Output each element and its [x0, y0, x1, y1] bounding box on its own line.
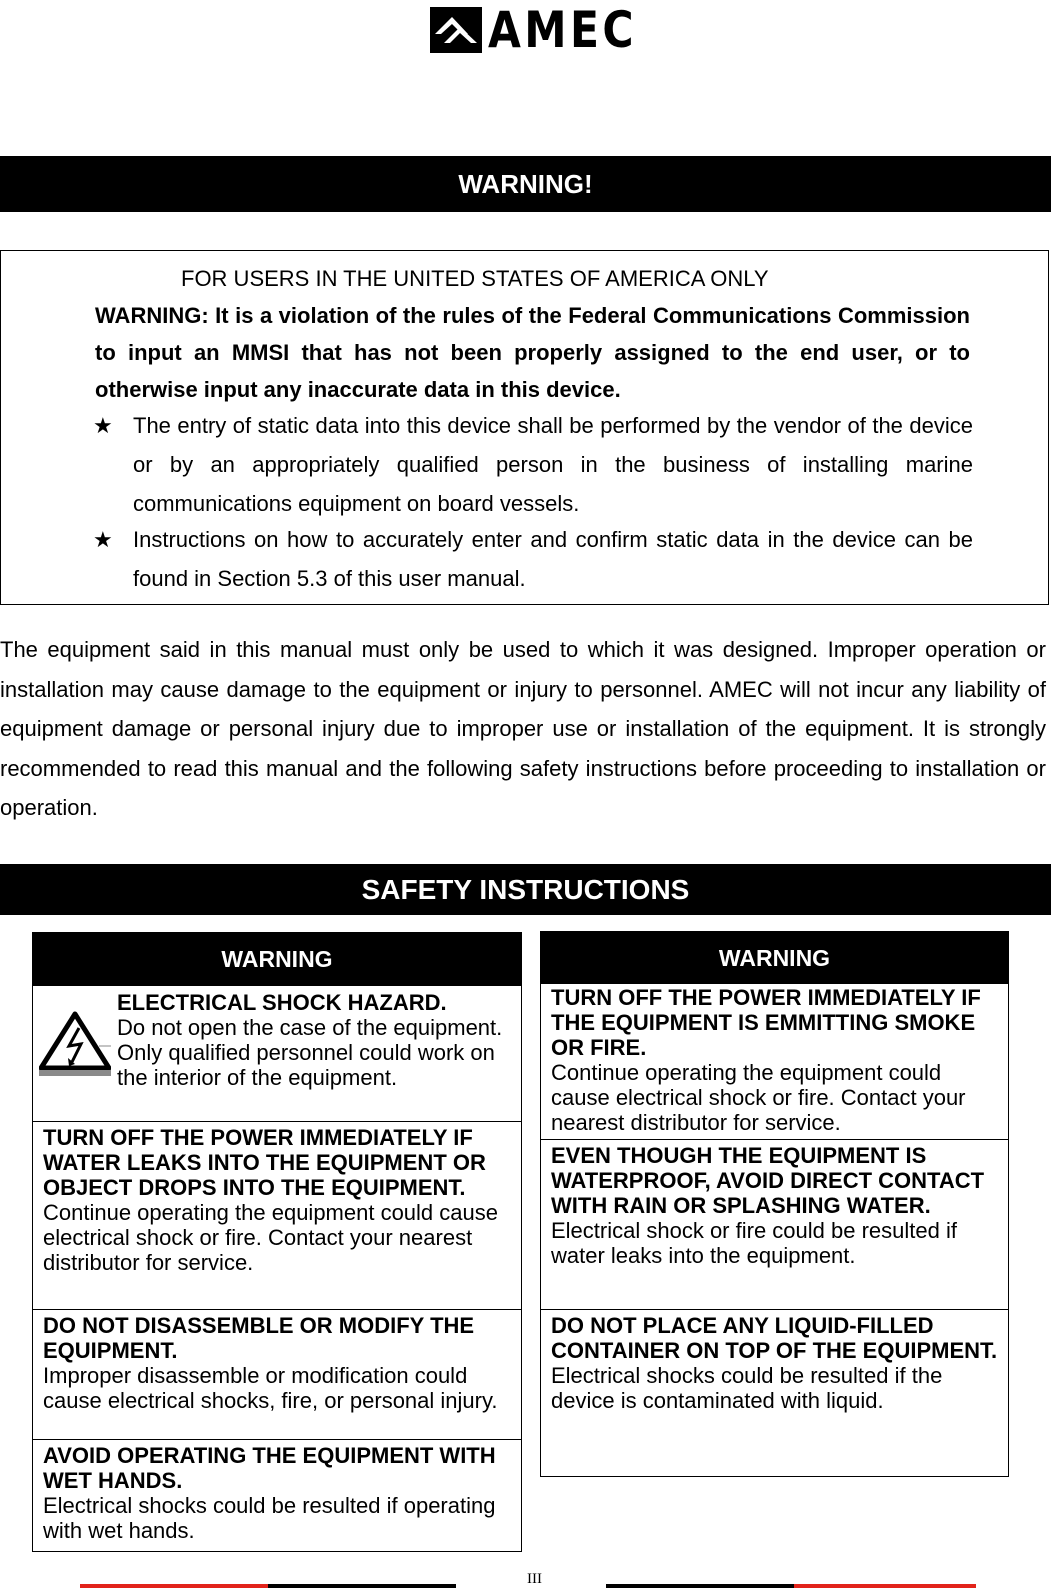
warning-item: [33, 985, 521, 1121]
footer-line-red-right: [794, 1584, 976, 1588]
electrical-hazard-icon: [39, 986, 117, 1121]
warning-item-text: Improper disassemble or modification could cause electrical shocks, fire, or personal injury.: [43, 1363, 498, 1413]
fcc-title: FOR USERS IN THE UNITED STATES OF AMERICA ONLY: [181, 266, 769, 291]
warning-item-text: Electrical shocks could be resulted if the device is contaminated with liquid.: [551, 1363, 943, 1413]
warning-item-text: Continue operating the equipment could cause electrical shock or fire. Contact your nearest distributor for service.: [43, 1200, 498, 1275]
footer-line-black-right: [606, 1584, 794, 1588]
right-warning-table: [540, 931, 1009, 1477]
amec-logo: [430, 1, 663, 59]
left-warning-table: [32, 932, 522, 1552]
warning-item-title: DO NOT DISASSEMBLE OR MODIFY THE EQUIPMENT.: [43, 1313, 475, 1363]
warning-item-text: Continue operating the equipment could cause electrical shock or fire. Contact your nearest distributor for service.: [551, 1060, 966, 1135]
warning-item-title: TURN OFF THE POWER IMMEDIATELY IF WATER LEAKS INTO THE EQUIPMENT OR OBJECT DROPS INTO THE EQUIPMENT.: [43, 1125, 486, 1200]
left-warning-header: WARNING: [33, 933, 521, 985]
fcc-bullet-text: The entry of static data into this device shall be performed by the vendor of the device or by an appropriately qualified person in the business of installing marine communications equipment on board vessels.: [133, 413, 973, 516]
warning-item: [541, 1309, 1008, 1413]
amec-logo-mark-icon: [430, 7, 482, 53]
fcc-warning-text: WARNING: It is a violation of the rules of the Federal Communications Commission to input an MMSI that has not been properly assigned to the end user, or to otherwise input any inaccurate data in this device.: [95, 303, 970, 402]
warning-item: [33, 1121, 521, 1309]
warning-item-title: DO NOT PLACE ANY LIQUID-FILLED CONTAINER ON TOP OF THE EQUIPMENT.: [551, 1313, 998, 1363]
footer-line-red-left: [80, 1584, 268, 1588]
warning-item: [33, 1309, 521, 1439]
footer-line-black-left: [268, 1584, 456, 1588]
fcc-bullet: [93, 520, 973, 598]
warning-item-title: TURN OFF THE POWER IMMEDIATELY IF THE EQUIPMENT IS EMMITTING SMOKE OR FIRE.: [551, 985, 981, 1060]
warning-banner: WARNING!: [0, 156, 1051, 212]
page-number: III: [527, 1571, 542, 1587]
warning-item-title: EVEN THOUGH THE EQUIPMENT IS WATERPROOF, AVOID DIRECT CONTACT WITH RAIN OR SPLASHING WATER.: [551, 1143, 985, 1218]
star-icon: ★: [93, 527, 113, 552]
right-warning-header: WARNING: [541, 932, 1008, 984]
warning-item: [541, 984, 1008, 1139]
intro-paragraph: The equipment said in this manual must only be used to which it was designed. Improper operation or installation may cause damage to the equipment or injury to personnel. AMEC will not incur any liability of equipment damage or personal injury due to improper use or installation of the equipment. It is strongly recommended to read this manual and the following safety instructions before proceeding to installation or operation.: [0, 637, 1046, 820]
safety-instructions-banner: SAFETY INSTRUCTIONS: [0, 864, 1051, 915]
logo-wordmark: AMEC: [488, 1, 638, 59]
warning-item: [541, 1139, 1008, 1309]
warning-item-title: AVOID OPERATING THE EQUIPMENT WITH WET HANDS.: [43, 1443, 496, 1493]
warning-item: [33, 1439, 521, 1543]
warning-item-text: Electrical shocks could be resulted if operating with wet hands.: [43, 1493, 496, 1543]
warning-item-text: Electrical shock or fire could be resulted if water leaks into the equipment.: [551, 1218, 957, 1268]
fcc-bullet-text: Instructions on how to accurately enter and confirm static data in the device can be found in Section 5.3 of this user manual.: [133, 527, 973, 591]
fcc-bullet: [93, 406, 973, 523]
warning-item-text: Do not open the case of the equipment. Only qualified personnel could work on the interior of the equipment.: [117, 1015, 503, 1090]
warning-item-title: ELECTRICAL SHOCK HAZARD.: [117, 990, 447, 1015]
star-icon: ★: [93, 413, 113, 438]
fcc-notice-box: [0, 250, 1049, 605]
